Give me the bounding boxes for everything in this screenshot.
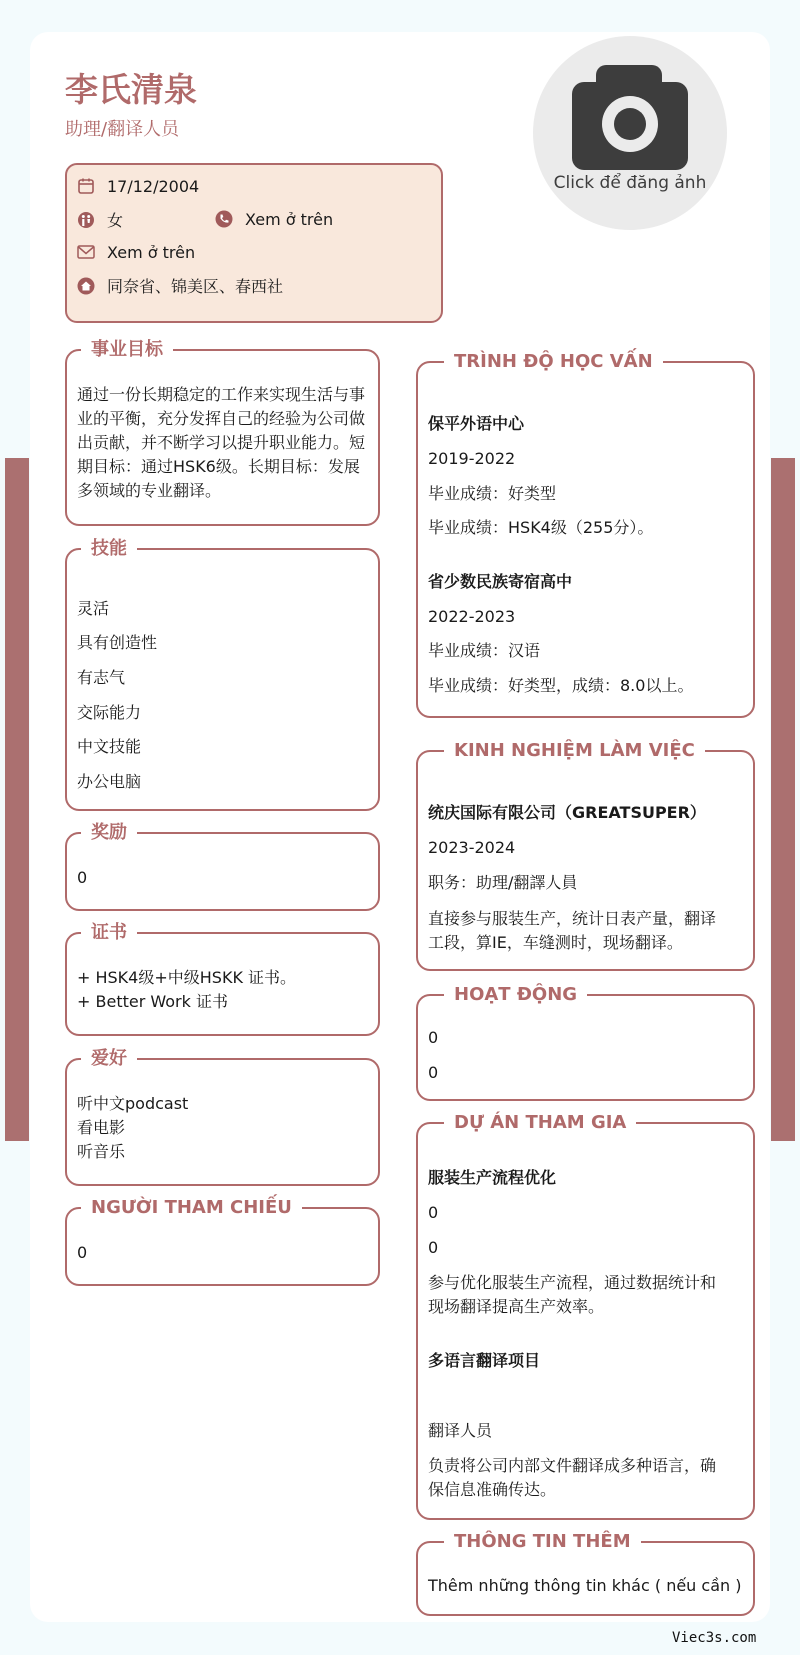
references-text: 0	[77, 1243, 88, 1262]
experience-position: 职务：助理/翻譯人員	[428, 873, 578, 892]
skills-section[interactable]	[65, 538, 380, 811]
phone-value: Xem ở trên	[245, 209, 334, 229]
school-period: 2019-2022	[428, 449, 516, 468]
left-side-band	[5, 458, 29, 1141]
skill-item: 办公电脑	[77, 772, 142, 791]
experience-section[interactable]	[416, 740, 755, 971]
school-name: 省少数民族寄宿高中	[428, 572, 573, 591]
project-role: 翻译人员	[428, 1421, 493, 1440]
project-name: 服装生产流程优化	[428, 1168, 557, 1187]
hobbies-section[interactable]	[65, 1048, 380, 1186]
awards-text: 0	[77, 868, 88, 887]
awards-title: 奖励	[81, 821, 137, 845]
extra-info-title: THÔNG TIN THÊM	[444, 1530, 641, 1554]
school-result: 毕业成绩：好类型，成绩：8.0以上。	[428, 676, 694, 695]
skill-item: 具有创造性	[77, 633, 158, 652]
hobby-line: 看电影	[77, 1118, 126, 1137]
awards-section[interactable]	[65, 822, 380, 911]
certificate-line: + Better Work 证书	[77, 992, 228, 1011]
project-line: 0	[428, 1238, 439, 1257]
hobby-line: 听中文podcast	[77, 1094, 189, 1113]
extra-info-text: Thêm những thông tin khác ( nếu cần )	[428, 1576, 742, 1595]
certificates-section[interactable]	[65, 922, 380, 1036]
education-section[interactable]	[416, 351, 755, 718]
experience-description: 直接参与服装生产，统计日表产量，翻译工段，算IE，车缝测时，现场翻译。	[428, 909, 717, 952]
activity-line: 0	[428, 1063, 439, 1082]
email-value: Xem ở trên	[107, 242, 196, 262]
school-result: 毕业成绩：好类型	[428, 484, 557, 503]
school-result: 毕业成绩：HSK4级（255分）。	[428, 518, 654, 537]
skill-item: 交际能力	[77, 703, 142, 722]
candidate-name[interactable]: 李氏清泉	[65, 70, 197, 109]
references-title: NGƯỜI THAM CHIẾU	[81, 1196, 302, 1220]
activities-section[interactable]	[416, 984, 755, 1101]
personal-info-box	[65, 163, 443, 323]
photo-upload-label: Click để đăng ảnh	[553, 173, 707, 193]
activity-line: 0	[428, 1028, 439, 1047]
gender-value: 女	[107, 211, 124, 230]
skill-item: 灵活	[77, 599, 110, 618]
activities-title: HOẠT ĐỘNG	[444, 983, 587, 1007]
extra-info-section[interactable]	[416, 1531, 755, 1616]
school-name: 保平外语中心	[428, 414, 525, 433]
phone-row[interactable]	[213, 208, 333, 230]
certificates-title: 证书	[81, 921, 137, 945]
career-goal-text: 通过一份长期稳定的工作来实现生活与事业的平衡，充分发挥自己的经验为公司做出贡献，并不断学习以提升职业能力。短期目标：通过HSK6级。长期目标：发展多领域的专业翻译。	[77, 385, 366, 500]
certificate-line: + HSK4级+中级HSKK 证书。	[77, 968, 297, 987]
project-description: 负责将公司内部文件翻译成多种语言，确保信息准确传达。	[428, 1456, 717, 1499]
birthday-row[interactable]	[75, 175, 199, 197]
skill-item: 中文技能	[77, 737, 142, 756]
gender-icon	[75, 209, 97, 231]
career-goal-section[interactable]	[65, 339, 380, 526]
experience-period: 2023-2024	[428, 838, 516, 857]
skills-title: 技能	[81, 537, 137, 561]
gender-row[interactable]	[75, 208, 123, 231]
email-icon	[75, 241, 97, 263]
candidate-role[interactable]: 助理/翻译人员	[65, 119, 180, 140]
school-result: 毕业成绩：汉语	[428, 641, 541, 660]
footer-watermark: Viec3s.com	[672, 1630, 757, 1646]
project-name: 多语言翻译项目	[428, 1351, 541, 1370]
hobby-line: 听音乐	[77, 1142, 126, 1161]
right-side-band	[771, 458, 795, 1141]
company-name: 统庆国际有限公司（GREATSUPER）	[428, 803, 706, 822]
projects-section[interactable]	[416, 1112, 755, 1520]
career-goal-title: 事业目标	[81, 338, 173, 362]
experience-title: KINH NGHIỆM LÀM VIỆC	[444, 739, 705, 763]
address-value: 同奈省、锦美区、春西社	[107, 277, 284, 296]
projects-title: DỰ ÁN THAM GIA	[444, 1111, 636, 1135]
project-line: 0	[428, 1203, 439, 1222]
photo-upload[interactable]	[533, 36, 727, 230]
education-title: TRÌNH ĐỘ HỌC VẤN	[444, 350, 663, 374]
phone-icon	[213, 208, 235, 230]
home-icon	[75, 275, 97, 297]
references-section[interactable]	[65, 1197, 380, 1286]
address-row[interactable]	[75, 274, 283, 297]
school-period: 2022-2023	[428, 607, 516, 626]
hobbies-title: 爱好	[81, 1047, 137, 1071]
email-row[interactable]	[75, 241, 195, 263]
birthday-value: 17/12/2004	[107, 176, 200, 196]
project-description: 参与优化服装生产流程，通过数据统计和现场翻译提高生产效率。	[428, 1273, 717, 1316]
calendar-icon	[75, 175, 97, 197]
skill-item: 有志气	[77, 668, 126, 687]
